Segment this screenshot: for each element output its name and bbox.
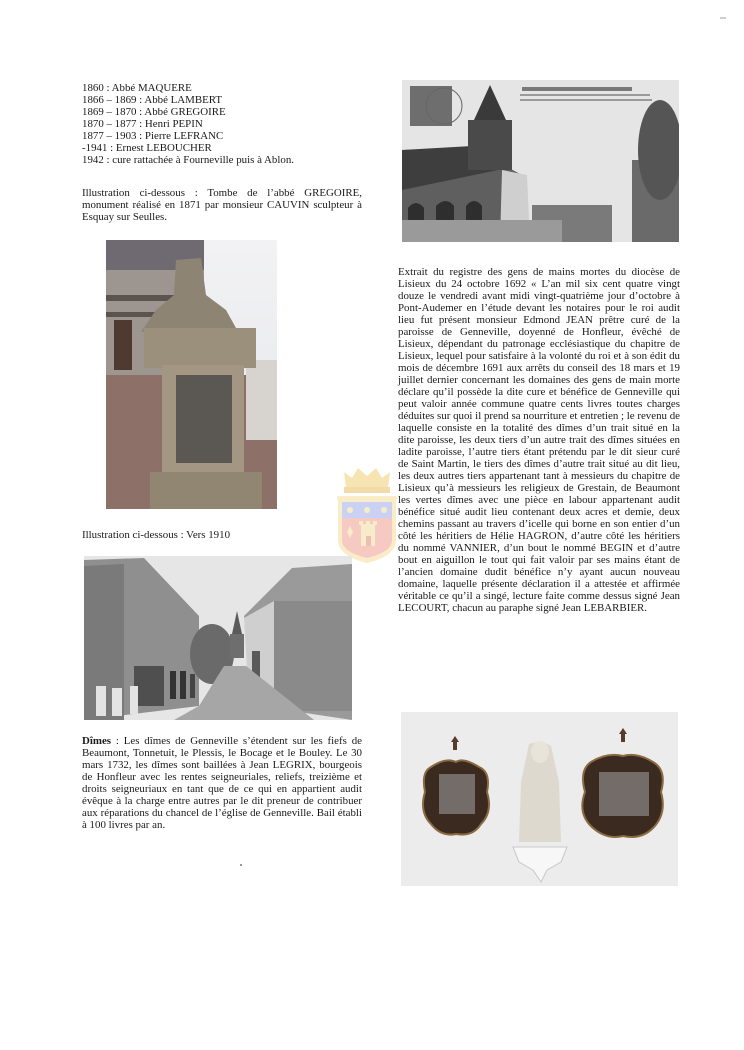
cure-list-item: 1942 : cure rattachée à Fourneville puis à Ablon. bbox=[82, 154, 294, 166]
photo-tomb bbox=[106, 240, 277, 509]
dimes-heading: Dîmes bbox=[82, 735, 112, 747]
dimes-paragraph bbox=[82, 735, 362, 831]
photo-street-1910 bbox=[84, 556, 352, 720]
postcard-image bbox=[402, 80, 679, 242]
stations-image bbox=[401, 712, 678, 886]
photo-stations-of-cross bbox=[401, 712, 678, 886]
coat-of-arms-watermark bbox=[328, 460, 406, 565]
cure-list-item: 1870 – 1877 : Henri PEPIN bbox=[82, 118, 203, 130]
cure-list bbox=[82, 82, 382, 166]
street-image bbox=[84, 556, 352, 720]
cure-list-item: 1860 : Abbé MAQUERE bbox=[82, 82, 192, 94]
photo-church-postcard bbox=[402, 80, 679, 242]
registry-extract: Extrait du registre des gens de mains mortes du diocèse de Lisieux du 24 octobre 1692 « L’an mil six cent quatre vingt douze le vendredi avant midi vingt-quatrième jour d’octobre à Pont-Audemer en l’étude devant les notaires pour le roi audit lieu fut présent monsieur Edmond JEAN prêtre curé de la paroisse de Genneville, doyenné de Honfleur, évêché de Lisieux, dépendant du patronage ecclésiastique du chapitre de Lisieux, lequel pour satisfaire à la volonté du roi et à son édit du mois de décembre 1691 aux arrêts du conseil des 18 mars et 19 juillet dernier concernant les domaines des gens de main morte déclare qu’il possède la dite cure et bénéfice de Genneville qui peut valoir année commune quatre cents livres toutes charges déduites sur quoi il prend sa nourriture et entretien ; le revenu de laquelle consiste en la totalité des dîmes d’un trait situé en la dite paroisse, les deux tiers d’un autre trait des dîmes situées en ladite paroisse, l’autre tiers étant prétendu par le dit sieur curé de Saint Martin, le tiers des dîmes d’autre trait situé au dit lieu, les deux autres tiers appartenant tant à messieurs du chapitre de Lisieux qu’à messieurs les religieux de Grestain, de Beaumont les vertes dîmes avec une pièce en labour appartenant audit bénéfice situé audit lieu contenant deux acres et demie, deux chemins passant au travers d’icelle qui borne en son entier d’un côté les héritiers de Hélie HAGRON, d’autre côté les héritiers du nommé VANNIER, d’un bout le nommé BEGIN et d’autre bout en aiguillon le tout qui fait valoir par ses mains étant de l’ancien domaine dudit bénéfice n’y ayant aucun nouveau domaine, laquelle présente déclaration il a attestée et affirmée véritable ce qu’il a singé, lecture faite comme dessus signé Jean LECOURT, chacun au paraphe signé Jean LEBARBIER. bbox=[398, 266, 680, 614]
cure-list-item: 1877 – 1903 : Pierre LEFRANC bbox=[82, 130, 224, 142]
cure-list-item: -1941 : Ernest LEBOUCHER bbox=[82, 142, 212, 154]
cure-list-item: 1869 – 1870 : Abbé GREGOIRE bbox=[82, 106, 226, 118]
cure-list-item: 1866 – 1869 : Abbé LAMBERT bbox=[82, 94, 223, 106]
scan-mark bbox=[720, 17, 726, 19]
tomb-image bbox=[106, 240, 277, 509]
caption-street: Illustration ci-dessous : Vers 1910 bbox=[82, 529, 231, 541]
caption-tomb: Illustration ci-dessous : Tombe de l’abbé GREGOIRE, monument réalisé en 1871 par monsieur CAUVIN sculpteur à Esquay sur Seulles. bbox=[82, 187, 362, 223]
dimes-text: : Les dîmes de Genneville s’étendent sur les fiefs de Beaumont, Tonnetuit, le Plessis, le Bocage et le Bouley. Le 30 mars 1732, les dîmes sont baillées à Jean LEGRIX, bourgeois de Honfleur avec les rentes seigneuriales, reliefs, treizième et droits seigneuriaux en tant que de ce qui en appartient audit évêque à la charge entre autres par le dit preneur de contribuer aux réparations du chancel de l’église de Genneville. Bail établi à 100 livres par an. bbox=[82, 735, 362, 831]
stray-dot bbox=[240, 864, 242, 866]
coat-of-arms-icon bbox=[328, 460, 406, 565]
